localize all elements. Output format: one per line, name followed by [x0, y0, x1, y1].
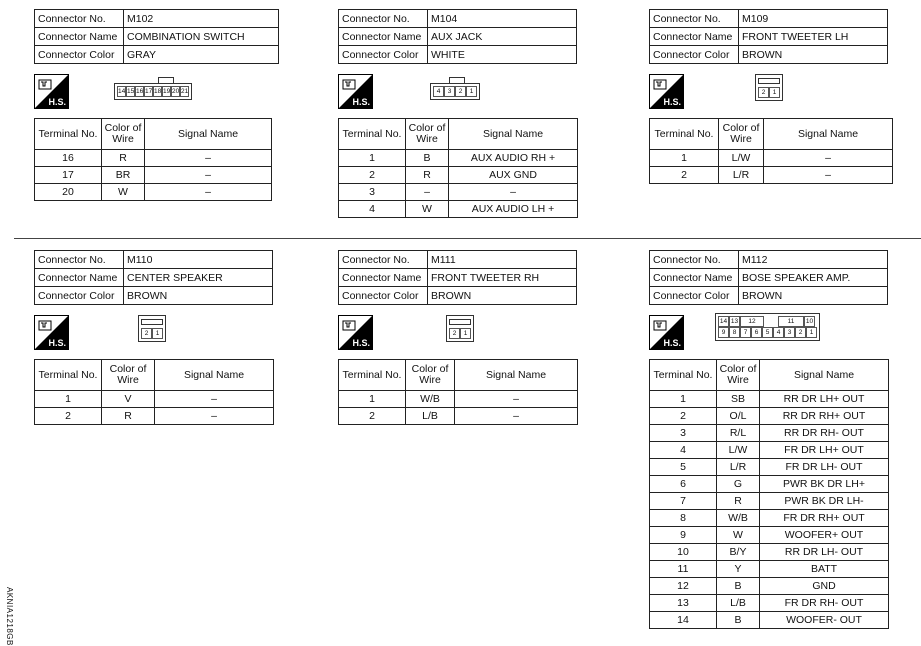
- hs-icon: H.S.: [649, 315, 684, 350]
- terminal-no-header: Terminal No.: [339, 119, 406, 150]
- table-row: 1 V –: [35, 391, 274, 408]
- connector-color-value: GRAY: [124, 46, 279, 64]
- connector-color-label: Connector Color: [339, 287, 428, 305]
- connector-name-label: Connector Name: [35, 28, 124, 46]
- table-row: 5 L/R FR DR LH- OUT: [650, 459, 889, 476]
- table-row: 16 R –: [35, 150, 272, 167]
- color-of-wire-header: Color of Wire: [406, 360, 455, 391]
- color-of-wire-header: Color of Wire: [719, 119, 764, 150]
- connector-no-value: M111: [428, 251, 577, 269]
- color-of-wire-header: Color of Wire: [406, 119, 449, 150]
- signal-name-header: Signal Name: [760, 360, 889, 391]
- table-row: 8 W/B FR DR RH+ OUT: [650, 510, 889, 527]
- connector-no-value: M110: [124, 251, 273, 269]
- connector-m102: [34, 9, 279, 201]
- connector-no-label: Connector No.: [339, 251, 428, 269]
- table-row: 3 – –: [339, 184, 578, 201]
- table-row: 11 Y BATT: [650, 561, 889, 578]
- connector-name-label: Connector Name: [339, 269, 428, 287]
- table-row: 2 L/B –: [339, 408, 578, 425]
- table-row: 4 W AUX AUDIO LH +: [339, 201, 578, 218]
- connector-diagram-row: [338, 74, 578, 114]
- table-row: 13 L/B FR DR RH- OUT: [650, 595, 889, 612]
- connector-no-value: M112: [739, 251, 888, 269]
- signal-name-header: Signal Name: [449, 119, 578, 150]
- terminal-table: [338, 118, 578, 218]
- connector-color-label: Connector Color: [35, 287, 124, 305]
- connector-name-label: Connector Name: [35, 269, 124, 287]
- table-row: 14 B WOOFER- OUT: [650, 612, 889, 629]
- connector-name-value: FRONT TWEETER RH: [428, 269, 577, 287]
- connector-name-value: BOSE SPEAKER AMP.: [739, 269, 888, 287]
- connector-info-table: [338, 9, 577, 64]
- connector-no-value: M102: [124, 10, 279, 28]
- connector-name-label: Connector Name: [650, 28, 739, 46]
- harness-symbol-icon: [38, 319, 52, 337]
- harness-symbol-icon: [38, 78, 52, 96]
- table-row: 2 R AUX GND: [339, 167, 578, 184]
- connector-diagram-row: [34, 315, 274, 355]
- table-row: 1 B AUX AUDIO RH +: [339, 150, 578, 167]
- table-row: 3 R/L RR DR RH- OUT: [650, 425, 889, 442]
- connector-m112: [649, 250, 889, 629]
- table-row: 10 B/Y RR DR LH- OUT: [650, 544, 889, 561]
- connector-color-value: BROWN: [124, 287, 273, 305]
- connector-info-table: [338, 250, 577, 305]
- figure-id: AKNIA1218GB: [5, 587, 14, 646]
- terminal-table: [649, 359, 889, 629]
- table-row: 17 BR –: [35, 167, 272, 184]
- connector-m110: [34, 250, 274, 425]
- table-row: 7 R PWR BK DR LH-: [650, 493, 889, 510]
- table-row: 2 L/R –: [650, 167, 893, 184]
- color-of-wire-header: Color of Wire: [102, 360, 155, 391]
- signal-name-header: Signal Name: [764, 119, 893, 150]
- connector-no-label: Connector No.: [35, 251, 124, 269]
- connector-color-value: WHITE: [428, 46, 577, 64]
- table-row: 2 R –: [35, 408, 274, 425]
- connector-color-label: Connector Color: [339, 46, 428, 64]
- connector-color-label: Connector Color: [650, 46, 739, 64]
- harness-symbol-icon: [342, 319, 356, 337]
- color-of-wire-header: Color of Wire: [717, 360, 760, 391]
- connector-info-table: [34, 250, 273, 305]
- harness-symbol-icon: [653, 319, 667, 337]
- terminal-no-header: Terminal No.: [35, 119, 102, 150]
- connector-name-label: Connector Name: [339, 28, 428, 46]
- connector-m104: [338, 9, 578, 218]
- connector-face-m109: 2 1: [755, 74, 783, 101]
- terminal-table: [338, 359, 578, 425]
- terminal-table: [34, 118, 272, 201]
- harness-symbol-icon: [653, 78, 667, 96]
- connector-no-label: Connector No.: [650, 251, 739, 269]
- connector-name-label: Connector Name: [650, 269, 739, 287]
- connector-no-label: Connector No.: [339, 10, 428, 28]
- table-row: 1 L/W –: [650, 150, 893, 167]
- connector-color-label: Connector Color: [650, 287, 739, 305]
- table-row: 2 O/L RR DR RH+ OUT: [650, 408, 889, 425]
- harness-symbol-icon: [342, 78, 356, 96]
- hs-icon: H.S.: [338, 315, 373, 350]
- table-row: 9 W WOOFER+ OUT: [650, 527, 889, 544]
- connector-info-table: [649, 9, 888, 64]
- connector-color-value: BROWN: [428, 287, 577, 305]
- table-row: 6 G PWR BK DR LH+: [650, 476, 889, 493]
- terminal-no-header: Terminal No.: [650, 119, 719, 150]
- connector-color-value: BROWN: [739, 287, 888, 305]
- connector-no-label: Connector No.: [35, 10, 124, 28]
- connector-face-m111: 2 1: [446, 315, 474, 342]
- connector-face-m104: 4 3 2 1: [430, 77, 480, 100]
- signal-name-header: Signal Name: [145, 119, 272, 150]
- connector-m109: [649, 9, 893, 184]
- connector-face-m102: 14 15 16 17 18 19 20 21: [114, 77, 192, 100]
- connector-name-value: AUX JACK: [428, 28, 577, 46]
- terminal-table: [34, 359, 274, 425]
- terminal-no-header: Terminal No.: [35, 360, 102, 391]
- connector-no-value: M109: [739, 10, 888, 28]
- terminal-no-header: Terminal No.: [650, 360, 717, 391]
- connector-no-value: M104: [428, 10, 577, 28]
- connector-diagram-row: [34, 74, 279, 114]
- table-row: 20 W –: [35, 184, 272, 201]
- connector-diagram-row: [338, 315, 578, 355]
- connector-face-m112: 14 13 12 11 10 9 8 7 6 5 4 3 2 1: [715, 313, 820, 341]
- section-divider: [14, 238, 921, 239]
- hs-icon: H.S.: [338, 74, 373, 109]
- color-of-wire-header: Color of Wire: [102, 119, 145, 150]
- connector-face-m110: 2 1: [138, 315, 166, 342]
- hs-icon: H.S.: [34, 74, 69, 109]
- connector-diagram-row: [649, 315, 889, 355]
- table-row: 1 SB RR DR LH+ OUT: [650, 391, 889, 408]
- connector-color-value: BROWN: [739, 46, 888, 64]
- hs-icon: H.S.: [649, 74, 684, 109]
- terminal-no-header: Terminal No.: [339, 360, 406, 391]
- connector-name-value: COMBINATION SWITCH: [124, 28, 279, 46]
- signal-name-header: Signal Name: [155, 360, 274, 391]
- terminal-table: [649, 118, 893, 184]
- connector-info-table: [34, 9, 279, 64]
- signal-name-header: Signal Name: [455, 360, 578, 391]
- table-row: 1 W/B –: [339, 391, 578, 408]
- connector-color-label: Connector Color: [35, 46, 124, 64]
- connector-m111: [338, 250, 578, 425]
- connector-name-value: CENTER SPEAKER: [124, 269, 273, 287]
- connector-info-table: [649, 250, 888, 305]
- table-row: 12 B GND: [650, 578, 889, 595]
- connector-name-value: FRONT TWEETER LH: [739, 28, 888, 46]
- connector-diagram-row: [649, 74, 893, 114]
- hs-icon: H.S.: [34, 315, 69, 350]
- table-row: 4 L/W FR DR LH+ OUT: [650, 442, 889, 459]
- connector-no-label: Connector No.: [650, 10, 739, 28]
